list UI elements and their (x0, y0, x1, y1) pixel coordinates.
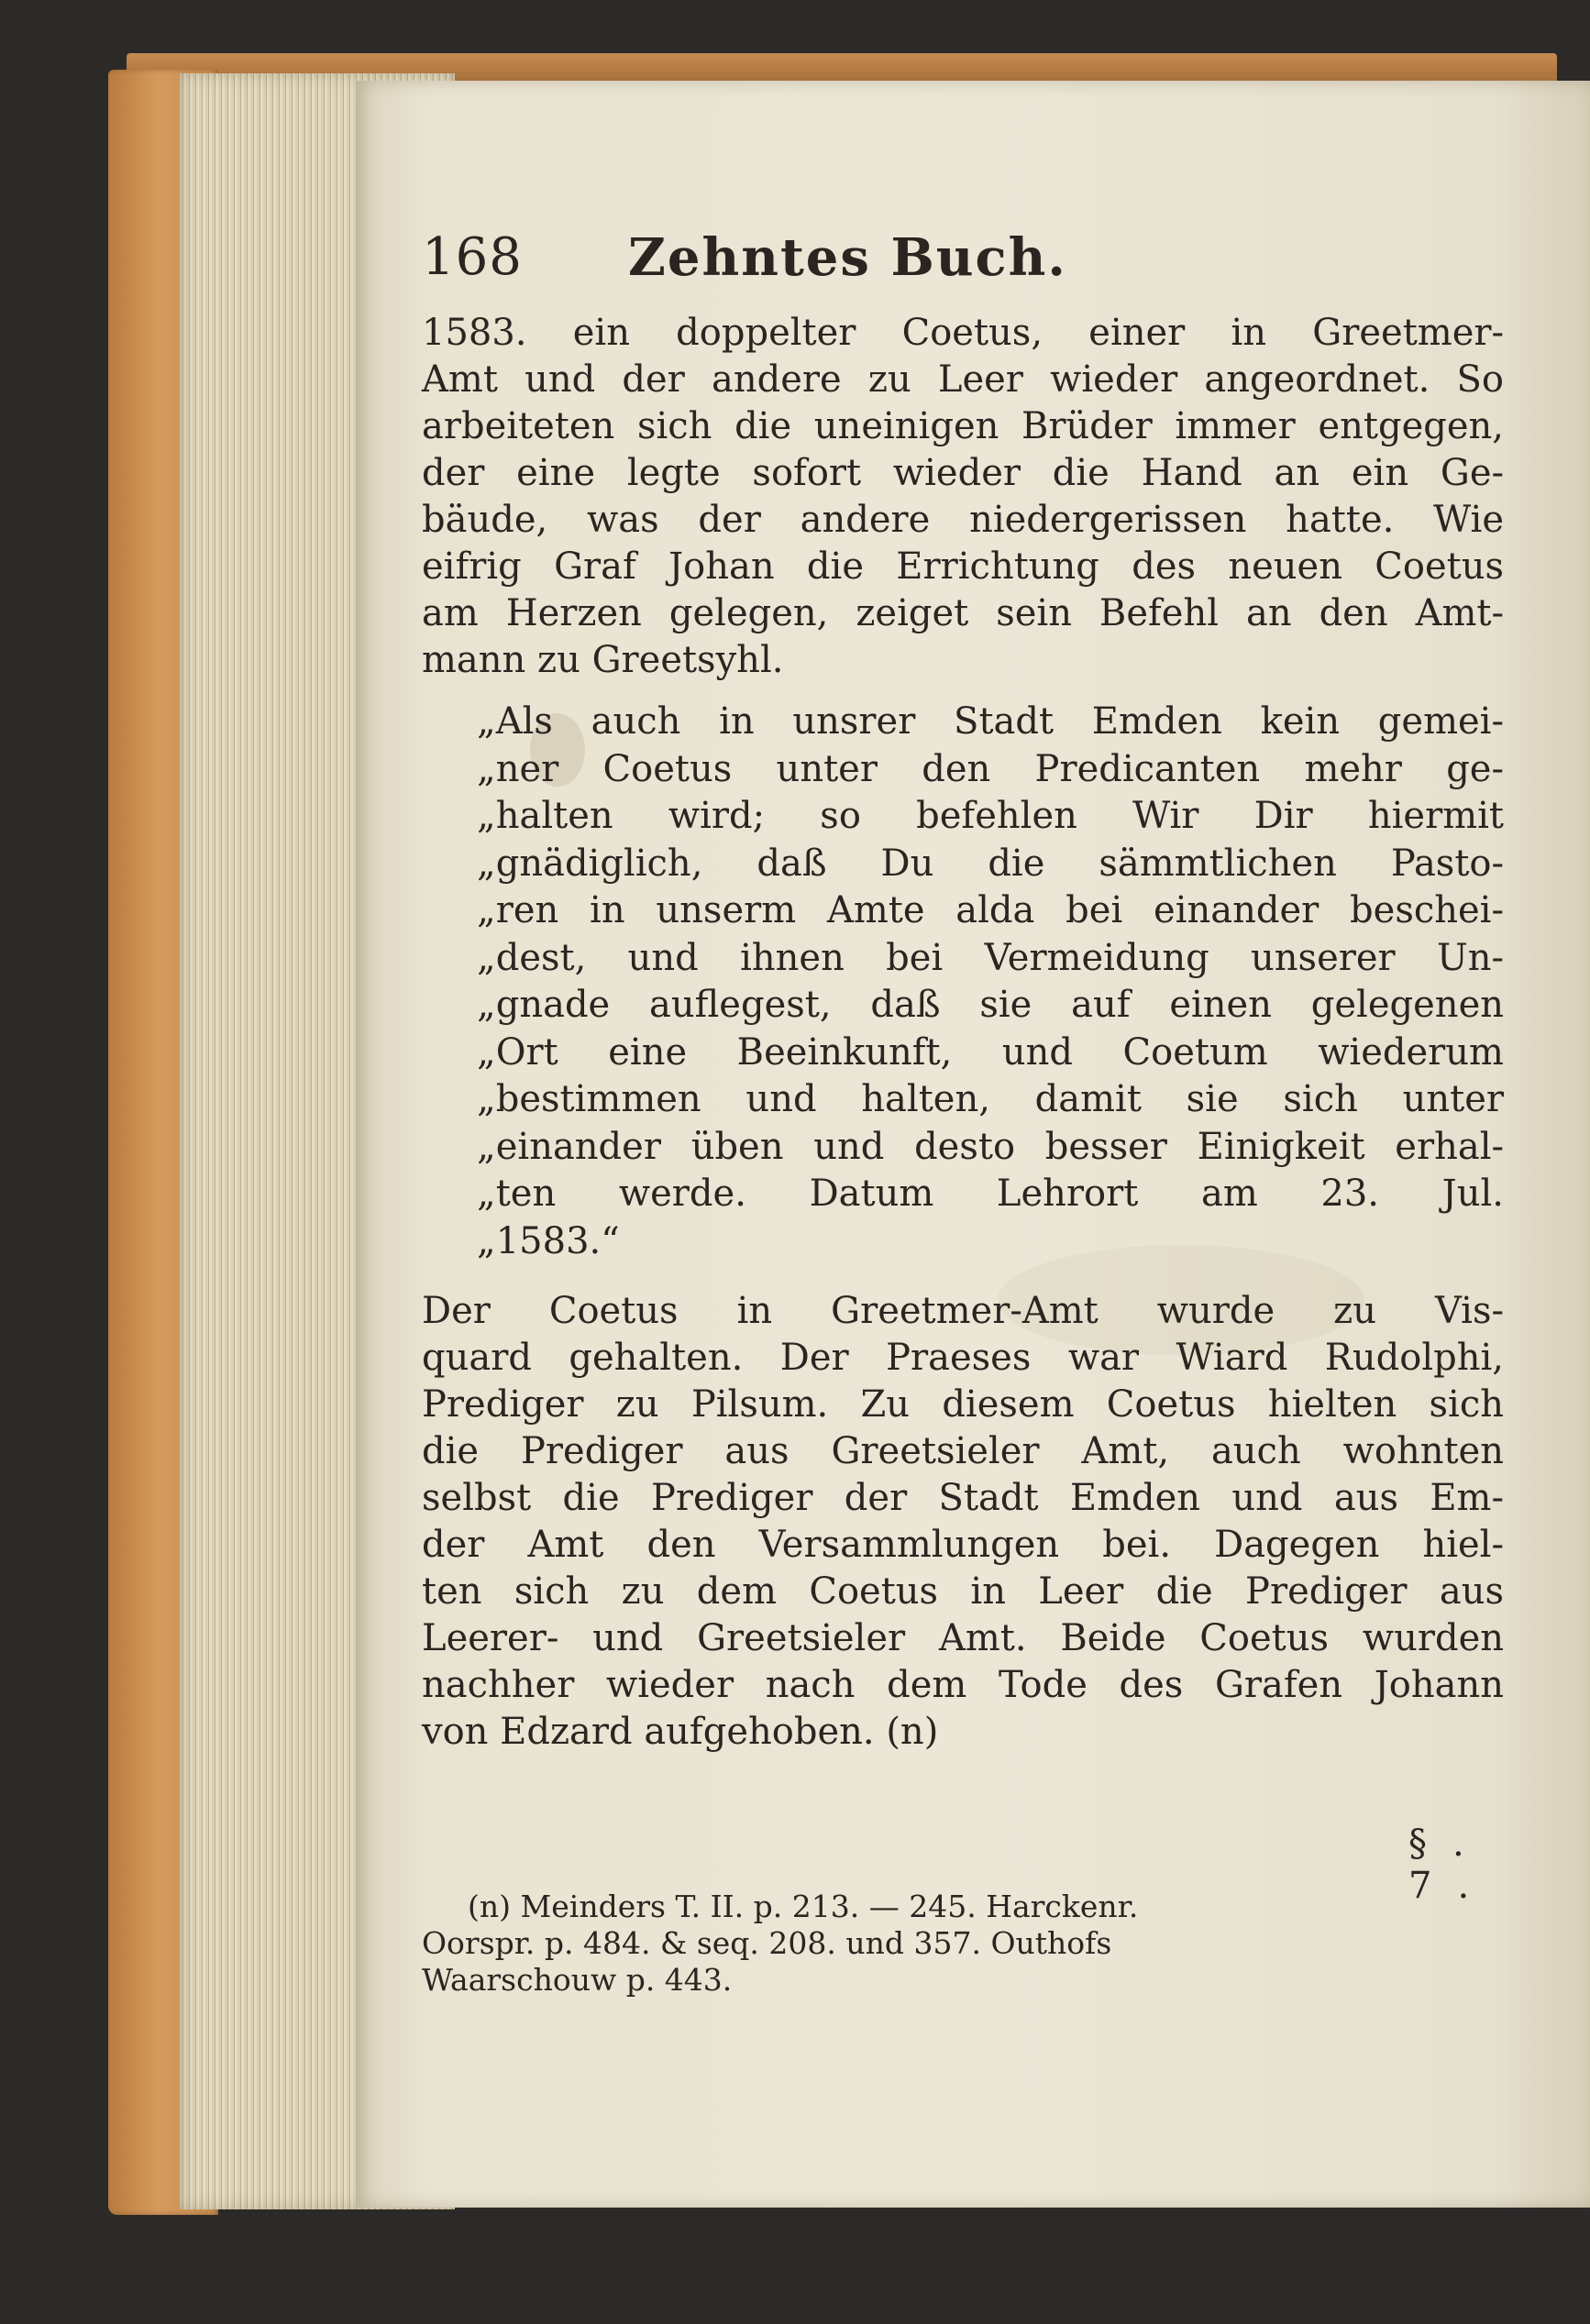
footnote-line: Oorspr. p. 484. & seq. 208. und 357. Outhofs (422, 1925, 1112, 1961)
text-line: Leerer- und Greetsieler Amt. Beide Coetus wurden (422, 1617, 1504, 1659)
quote-line: „ten werde. Datum Lehrort am 23. Jul. (477, 1173, 1504, 1215)
text-line: nachher wieder nach dem Tode des Grafen Johann (422, 1664, 1504, 1706)
text-line: am Herzen gelegen, zeiget sein Befehl an den Amt- (422, 592, 1504, 634)
text-line: bäude, was der andere niedergerissen hatte. Wie (422, 499, 1504, 541)
text-line: Prediger zu Pilsum. Zu diesem Coetus hielten sich (422, 1383, 1504, 1426)
quote-line: „Als auch in unsrer Stadt Emden kein gemei- (477, 700, 1504, 743)
quote-line: „dest, und ihnen bei Vermeidung unserer Un- (477, 936, 1504, 979)
text-line: die Prediger aus Greetsieler Amt, auch wohnten (422, 1430, 1504, 1472)
text-line: Der Coetus in Greetmer-Amt wurde zu Vis- (422, 1290, 1504, 1332)
quote-line: „ner Coetus unter den Predicanten mehr ge- (477, 747, 1504, 790)
text-line: 1583. ein doppelter Coetus, einer in Greetmer- (422, 312, 1504, 354)
running-title: Zehntes Buch. (628, 227, 1067, 288)
footnote-line: (n) Meinders T. II. p. 213. — 245. Harckenr. (468, 1889, 1139, 1924)
quote-line: „1583.“ (477, 1219, 620, 1262)
text-line: arbeiteten sich die uneinigen Brüder immer entgegen, (422, 405, 1504, 447)
quote-line: „einander üben und desto besser Einigkeit erhal- (477, 1125, 1504, 1168)
text-line: von Edzard aufgehoben. (n) (422, 1711, 939, 1753)
text-line: Amt und der andere zu Leer wieder angeordnet. So (422, 358, 1504, 401)
text-line: der Amt den Versammlungen bei. Dagegen hiel- (422, 1524, 1504, 1566)
quoted-decree (422, 699, 1504, 1265)
text-line: quard gehalten. Der Praeses war Wiard Rudolphi, (422, 1337, 1504, 1379)
text-line: mann zu Greetsyhl. (422, 639, 784, 681)
quote-line: „gnade auflegest, daß sie auf einen gelegenen (477, 984, 1504, 1026)
quote-line: „gnädiglich, daß Du die sämmtlichen Pasto- (477, 842, 1504, 885)
text-line: der eine legte sofort wieder die Hand an ein Ge- (422, 452, 1504, 494)
footnote (422, 1889, 1504, 1999)
paragraph-2 (422, 1288, 1504, 1756)
quote-line: „halten wird; so befehlen Wir Dir hiermit (477, 795, 1504, 837)
quote-line: „bestimmen und halten, damit sie sich unter (477, 1078, 1504, 1120)
text-line: selbst die Prediger der Stadt Emden und aus Em- (422, 1477, 1504, 1519)
page-number: 168 (422, 227, 523, 287)
text-line: eifrig Graf Johan die Errichtung des neuen Coetus (422, 545, 1504, 588)
quote-line: „Ort eine Beeinkunft, und Coetum wiederum (477, 1030, 1504, 1074)
paragraph-1 (422, 310, 1504, 684)
footnote-line: Waarschouw p. 443. (422, 1962, 733, 1998)
page-text (422, 227, 1504, 1998)
text-line: ten sich zu dem Coetus in Leer die Prediger aus (422, 1570, 1504, 1613)
section-marker: §. 7. (1408, 1823, 1496, 1907)
quote-line: „ren in unserm Amte alda bei einander beschei- (477, 889, 1504, 931)
page-header (422, 227, 1504, 310)
